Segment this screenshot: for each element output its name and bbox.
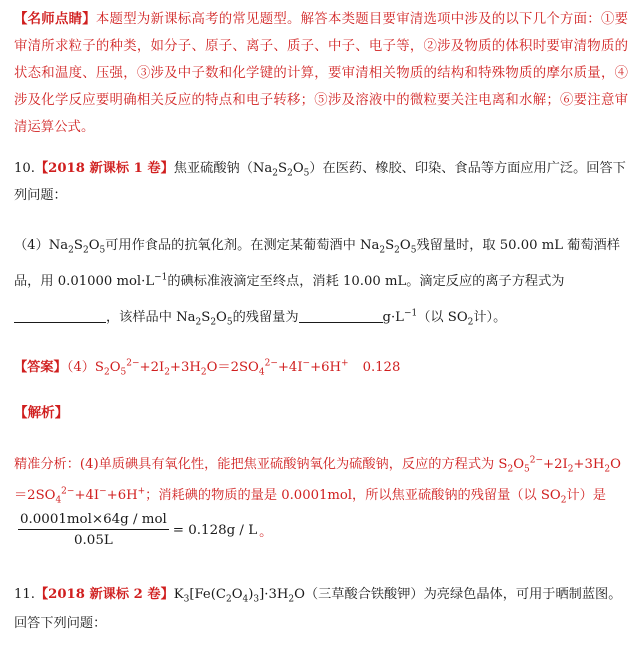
question-stem: O	[231, 587, 243, 602]
question-source: 【2018 新课标 2 卷】	[34, 587, 174, 602]
subscript: 3	[253, 594, 260, 605]
question-11	[14, 580, 628, 638]
part-text: 的残留量为	[232, 310, 299, 325]
question-stem: 焦亚硫酸钠（Na	[173, 161, 273, 176]
superscript: −1	[403, 308, 418, 319]
analysis-text: O＝2SO	[14, 457, 621, 503]
subscript: 2	[507, 464, 514, 475]
question-stem: O（三草酸合铁酸钾）为亮绿色晶体，可用于晒制蓝图。回答下列问题：	[14, 587, 622, 631]
part-text: S	[201, 310, 211, 325]
subscript: 2	[103, 367, 110, 378]
subscript: 5	[99, 245, 106, 256]
fraction-end: 。	[259, 524, 273, 540]
superscript: −	[302, 358, 311, 369]
fraction	[18, 512, 169, 548]
part-text: O	[88, 238, 100, 253]
equation: O	[109, 360, 121, 375]
teacher-note-tag: 【名师点睛】	[14, 11, 96, 27]
subscript: 2	[225, 594, 232, 605]
analysis-tag: 【解析】	[14, 405, 69, 421]
part-text: 计）。	[473, 310, 507, 325]
subscript: 2	[210, 317, 217, 328]
fraction-result: = 0.128g / L	[172, 522, 258, 538]
subscript: 5	[410, 245, 417, 256]
equation: +2I	[139, 360, 165, 375]
subscript: 2	[82, 245, 89, 256]
part-text: 的碘标准液滴定至终点，消耗 10.00 mL。滴定反应的离子方程式为	[167, 274, 565, 289]
subscript: 2	[195, 317, 202, 328]
equation: +6H	[310, 360, 342, 375]
question-stem: )	[248, 587, 254, 602]
analysis-text: +6H	[106, 488, 138, 503]
question-number: 10.	[14, 161, 35, 176]
superscript: +	[341, 358, 349, 369]
analysis-body	[14, 449, 628, 511]
question-stem: O	[292, 161, 304, 176]
part-text: g·L	[382, 310, 404, 325]
subscript: 4	[55, 495, 62, 506]
equation: +4I	[277, 360, 303, 375]
teacher-note	[14, 6, 628, 141]
question-10-part-4	[14, 228, 628, 336]
subscript: 2	[560, 495, 567, 506]
subscript: 2	[200, 367, 207, 378]
subscript: 2	[272, 168, 279, 179]
question-stem: [Fe(C	[189, 587, 226, 602]
calculation-fraction	[18, 512, 273, 548]
part-text: S	[73, 238, 83, 253]
analysis-text: 计）是	[566, 488, 606, 503]
analysis-text: +2I	[543, 457, 568, 472]
subscript: 4	[242, 594, 249, 605]
superscript: 2−	[126, 358, 140, 369]
subscript: 2	[379, 245, 386, 256]
part-text: 残留量时，取 50.00 mL 葡萄酒样品，用 0.01000 mol·L	[14, 238, 620, 289]
superscript: −1	[154, 272, 168, 283]
question-source: 【2018 新课标 1 卷】	[34, 161, 174, 176]
subscript: 5	[120, 367, 127, 378]
analysis-text: +3H	[573, 457, 605, 472]
equation: O＝2SO	[206, 360, 259, 375]
subscript: 2	[567, 464, 574, 475]
superscript: 2−	[529, 455, 544, 466]
subscript: 2	[164, 367, 170, 378]
question-stem: ）在医药、橡胶、印染、食品等方面应用广泛。回答下列问题：	[14, 161, 626, 203]
subscript: 5	[524, 464, 530, 475]
answer	[14, 355, 628, 381]
analysis-text: O	[513, 457, 525, 472]
equation: S	[94, 360, 104, 375]
subscript: 4	[258, 367, 265, 378]
analysis-text: +4I	[74, 488, 100, 503]
part-text: S	[385, 238, 395, 253]
question-10	[14, 155, 628, 209]
answer-blank-value[interactable]	[299, 308, 383, 323]
superscript: +	[137, 486, 146, 497]
answer-tag: 【答案】	[14, 360, 67, 375]
subscript: 3	[183, 594, 190, 605]
analysis-text: 精准分析：(4)单质碘具有氧化性，能把焦亚硫酸钠氧化为硫酸钠，反应的方程式为 S	[14, 457, 508, 472]
subscript: 5	[303, 168, 310, 179]
part-text: 可用作食品的抗氧化剂。在测定某葡萄酒中 Na	[105, 238, 380, 253]
subscript: 2	[68, 245, 74, 256]
part-text: （4）Na	[14, 238, 69, 253]
fraction-denominator: 0.05L	[74, 533, 113, 548]
subscript: 2	[287, 168, 293, 179]
part-text: （以 SO	[417, 310, 468, 325]
part-text: ，该样品中 Na	[106, 310, 196, 325]
subscript: 2	[394, 245, 400, 256]
subscript: 2	[467, 317, 474, 328]
part-text: O	[399, 238, 411, 253]
superscript: 2−	[61, 486, 75, 497]
superscript: −	[99, 486, 107, 497]
superscript: 2−	[264, 358, 278, 369]
question-stem: ]·3H	[259, 587, 289, 602]
part-text: O	[216, 310, 227, 325]
teacher-note-text: 本题型为新课标高考的常见题型。解答本类题目要审清选项中涉及的以下几个方面：①要审清所求粒子的种类，如分子、原子、离子、质子、中子、电子等，②涉及物质的体积时要审清物质的状态和温度、压强，③涉及中子数和化学键的计算，要审清相关物质的结构和特殊物质的摩尔质量，④涉及化学反应要明确相关反应的特点和电子转移；⑤涉及溶液中的微粒要关注电离和水解；⑥要注意审清运算公式。	[14, 12, 629, 135]
answer-blank-equation[interactable]	[14, 308, 106, 323]
question-number: 11.	[14, 587, 35, 602]
subscript: 2	[604, 464, 611, 475]
equation: +3H	[169, 360, 201, 375]
fraction-numerator: 0.0001mol×64g / mol	[18, 512, 169, 530]
subscript: 5	[226, 317, 233, 328]
question-stem: S	[278, 161, 288, 176]
analysis-text: ；消耗碘的物质的量是 0.0001mol，所以焦亚硫酸钠的残留量（以 SO	[145, 488, 561, 503]
analysis-heading	[14, 400, 628, 426]
answer-value: 0.128	[362, 360, 401, 375]
answer-part: （4）	[66, 360, 95, 375]
question-stem: K	[173, 587, 184, 602]
subscript: 2	[288, 594, 295, 605]
